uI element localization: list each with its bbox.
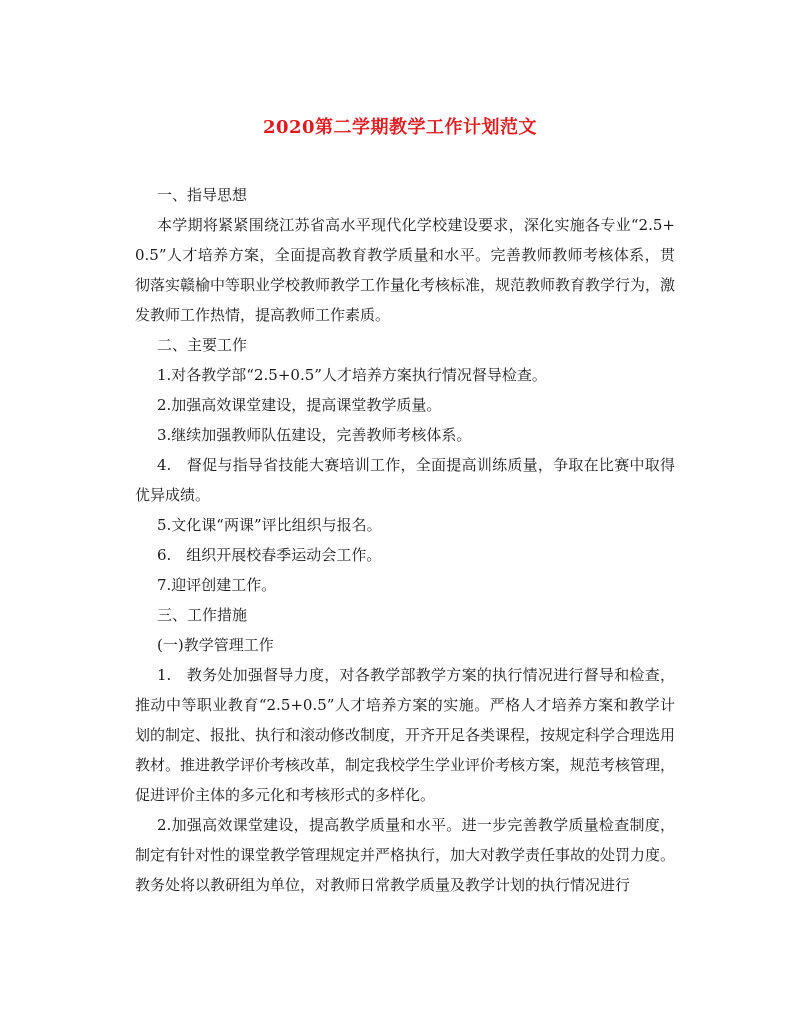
list-item-main-work-1: 1.对各教学部“2.5+0.5”人才培养方案执行情况督导检查。	[157, 366, 547, 384]
section-heading-main-work: 二、主要工作	[157, 336, 248, 354]
document-body	[135, 180, 675, 900]
paragraph-guiding-ideology: 本学期将紧紧围绕江苏省高水平现代化学校建设要求，深化实施各专业“2.5+0.5”人才培养方案，全面提高教育教学质量和水平。完善教师教师考核体系，贯彻落实赣榆中等职业学校教师教学工作量化考核标准，规范教师教育教学行为，激发教师工作热情，提高教师工作素质。	[135, 216, 676, 324]
list-item-main-work-6: 6. 组织开展校春季运动会工作。	[157, 546, 382, 564]
list-item-main-work-3: 3.继续加强教师队伍建设，完善教师考核体系。	[157, 426, 472, 444]
section-heading-work-measures: 三、工作措施	[157, 606, 248, 624]
paragraph-measure-2: 2.加强高效课堂建设，提高教学质量和水平。进一步完善教学质量检查制度，制定有针对性的课堂教学管理规定并严格执行，加大对教学责任事故的处罚力度。教务处将以教研组为单位，对教师日常教学质量及教学计划的执行情况进行	[135, 816, 676, 894]
list-item-main-work-2: 2.加强高效课堂建设，提高课堂教学质量。	[157, 396, 442, 414]
section-heading-guiding-ideology: 一、指导思想	[157, 186, 248, 204]
document-title: 2020第二学期教学工作计划范文	[262, 117, 538, 138]
list-item-main-work-4: 4. 督促与指导省技能大赛培训工作，全面提高训练质量，争取在比赛中取得优异成绩。	[135, 456, 675, 504]
list-item-main-work-5: 5.文化课“两课”评比组织与报名。	[157, 516, 382, 534]
paragraph-measure-1: 1. 教务处加强督导力度，对各教学部教学方案的执行情况进行督导和检查，推动中等职业教育“2.5+0.5”人才培养方案的实施。严格人才培养方案和教学计划的制定、报批、执行和滚动修改制度，开齐开足各类课程，按规定科学合理选用教材。推进教学评价考核改革，制定我校学生学业评价考核方案，规范考核管理，促进评价主体的多元化和考核形式的多样化。	[135, 666, 676, 804]
list-item-main-work-7: 7.迎评创建工作。	[157, 576, 277, 594]
subsection-heading-teaching-management: (一)教学管理工作	[157, 636, 274, 654]
